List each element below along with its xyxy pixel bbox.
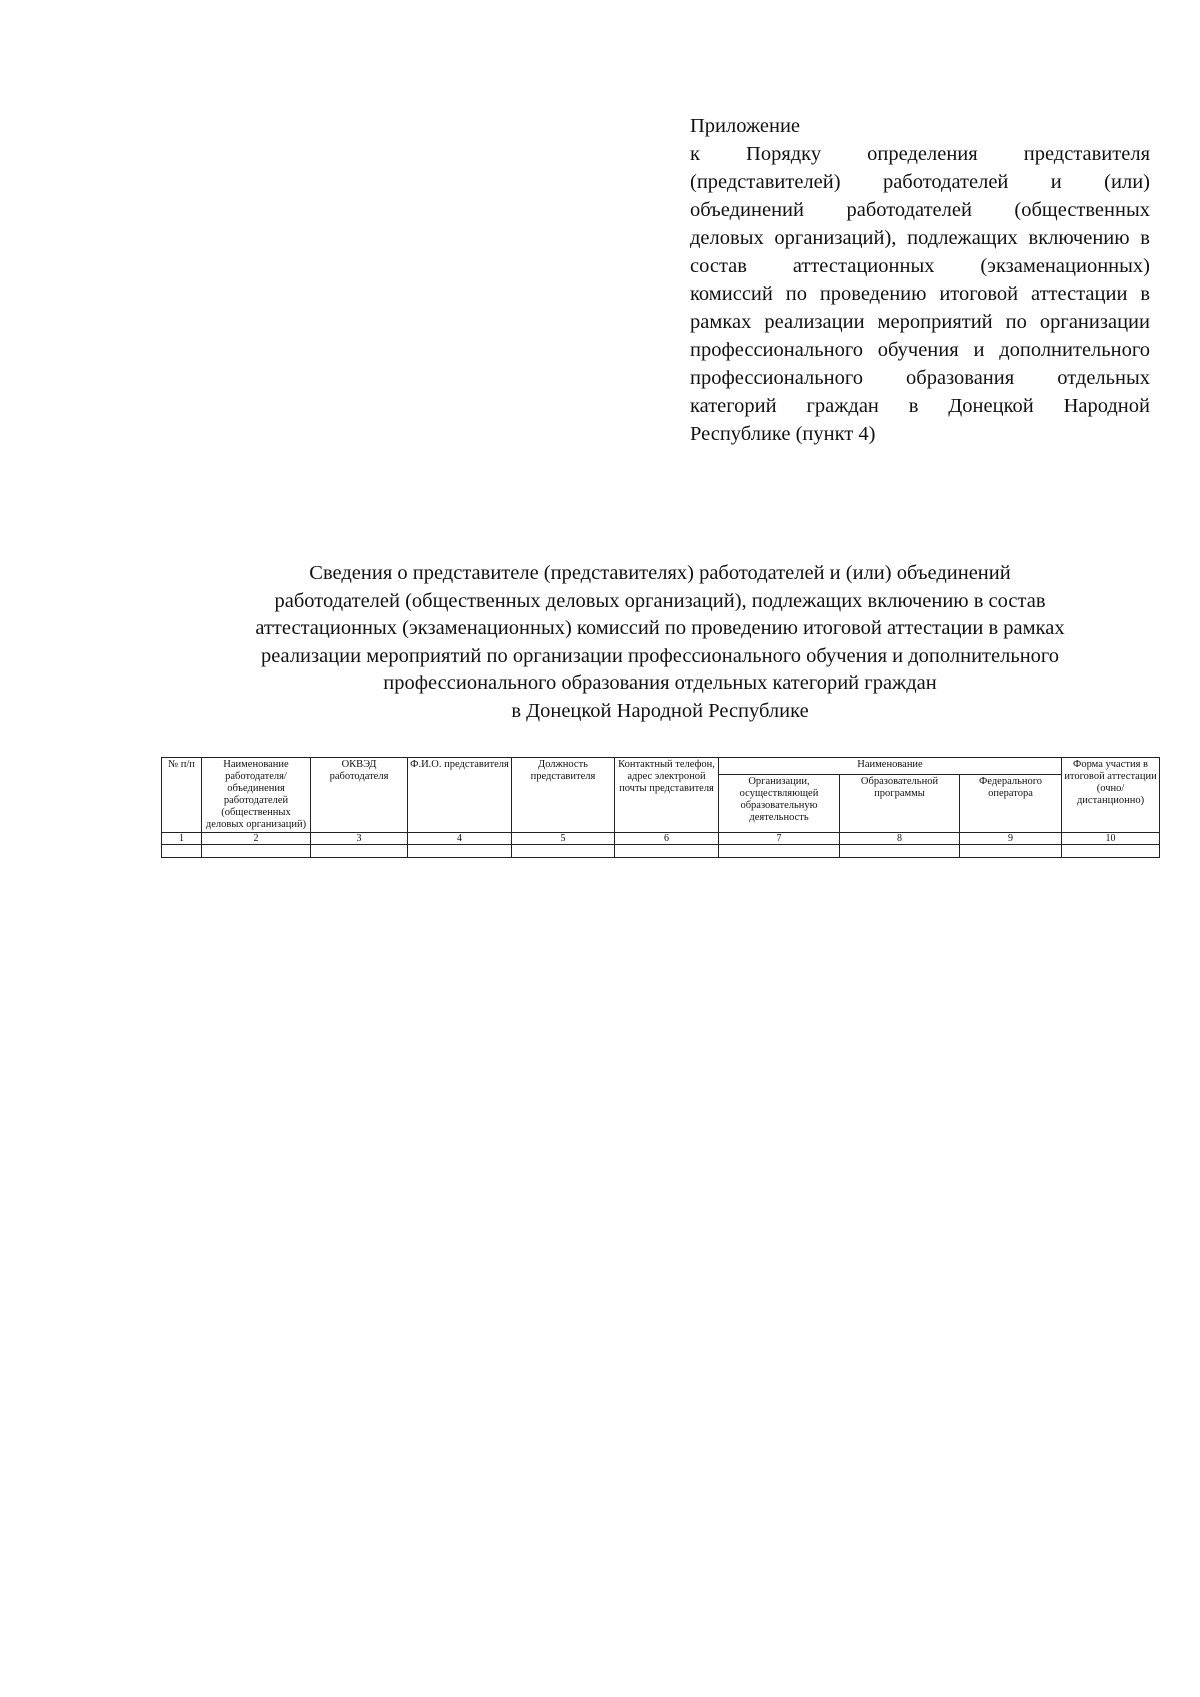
table-cell — [960, 845, 1062, 858]
title-line: работодателей (общественных деловых организаций), подлежащих включению в состав — [274, 589, 1046, 612]
appendix-text: к Порядку определения представителя (представителей) работодателей и (или) объединений работодателей (общественных деловых организаций), подлежащих включению в состав аттестационных (экзаменационных) комиссий по проведению итоговой аттестации в рамках реализации мероприятий по организации профессионального обучения и дополнительного профессионального образования отдельных категорий граждан в Донецкой Народной Республике (пункт 4) — [690, 143, 1150, 445]
appendix-heading: Приложение — [690, 115, 801, 137]
header-name-group: Наименование — [719, 758, 1062, 775]
table-cell — [840, 845, 960, 858]
title-line: профессионального образования отдельных категорий граждан — [383, 672, 937, 694]
title-line: аттестационных (экзаменационных) комиссий по проведению итоговой аттестации в рамках — [255, 617, 1065, 639]
column-number: 10 — [1062, 833, 1160, 845]
column-number: 6 — [615, 833, 719, 845]
header-okved: ОКВЭД работодателя — [311, 758, 408, 833]
column-number: 2 — [202, 833, 311, 845]
table-cell — [202, 845, 311, 858]
header-program: Образовательной программы — [840, 775, 960, 833]
column-number: 7 — [719, 833, 840, 845]
table-cell — [311, 845, 408, 858]
column-number: 3 — [311, 833, 408, 845]
header-fio: Ф.И.О. представителя — [408, 758, 512, 833]
table-cell — [615, 845, 719, 858]
title-line: Сведения о представителе (представителях) работодателей и (или) объединений — [309, 562, 1011, 584]
document-title — [120, 560, 1200, 725]
title-line: в Донецкой Народной Республике — [511, 699, 809, 722]
column-number: 9 — [960, 833, 1062, 845]
column-number-row — [162, 833, 1160, 845]
table-cell — [408, 845, 512, 858]
header-org: Организации, осуществляющей образовательную деятельность — [719, 775, 840, 833]
column-number: 4 — [408, 833, 512, 845]
representatives-table — [161, 757, 1160, 858]
table-cell — [512, 845, 615, 858]
table-cell — [719, 845, 840, 858]
column-number: 1 — [162, 833, 202, 845]
header-num: № п/п — [162, 758, 202, 833]
table-cell — [162, 845, 202, 858]
header-operator: Федерального оператора — [960, 775, 1062, 833]
header-form: Форма участия в итоговой аттестации (очно/ дистанционно) — [1062, 758, 1160, 833]
table-row — [162, 845, 1160, 858]
title-line: реализации мероприятий по организации профессионального обучения и дополнительного — [260, 644, 1060, 667]
header-employer: Наименование работодателя/ объединения работодателей (общественных деловых организаций) — [202, 758, 311, 833]
table-header-row — [162, 758, 1160, 775]
header-position: Должность представителя — [512, 758, 615, 833]
header-contact: Контактный телефон, адрес электроной почты представителя — [615, 758, 719, 833]
column-number: 8 — [840, 833, 960, 845]
appendix-block — [690, 112, 1150, 448]
table-cell — [1062, 845, 1160, 858]
column-number: 5 — [512, 833, 615, 845]
